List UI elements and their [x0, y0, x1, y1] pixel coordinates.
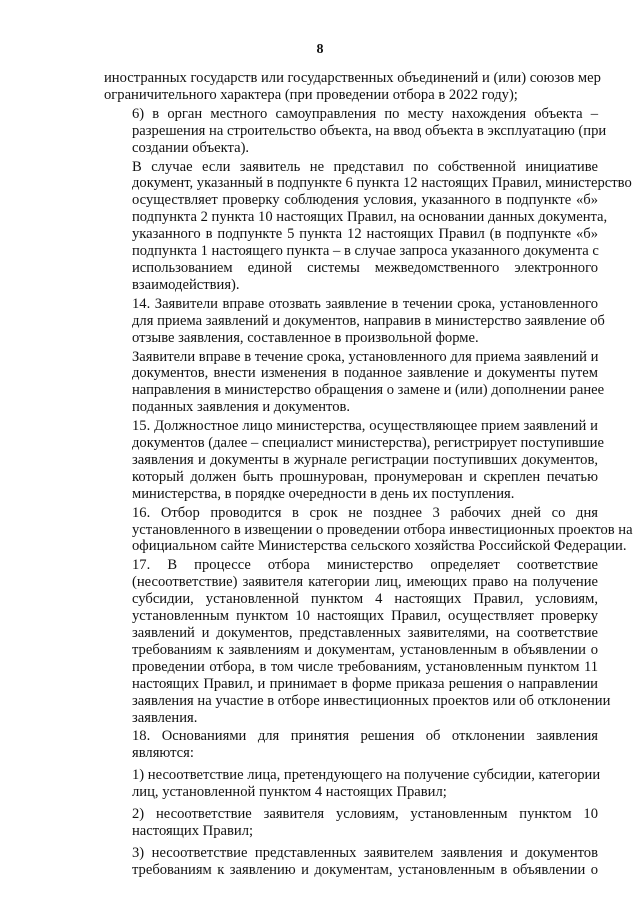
text-line: заявления.: [132, 709, 198, 726]
paragraph: [104, 557, 611, 726]
text-line: лиц, установленной пунктом 4 настоящих Правил;: [132, 784, 447, 801]
text-line: В случае если заявитель не представил по собственной инициативе: [132, 158, 598, 175]
text-line: являются:: [132, 745, 194, 762]
text-line: настоящих Правил;: [132, 822, 254, 839]
text-line: 1) несоответствие лица, претендующего на получение субсидии, категории: [132, 767, 601, 784]
text-line: официальном сайте Министерства сельского хозяйства Российской Федерации.: [132, 538, 627, 555]
text-line: настоящих Правил, и принимает в форме приказа решения о направлении: [132, 675, 598, 692]
paragraph: [104, 767, 601, 801]
text-line: 17. В процессе отбора министерство определяет соответствие: [132, 557, 598, 574]
text-line: заявления и документы в журнале регистрации поступивших документов,: [132, 451, 598, 468]
text-line: 15. Должностное лицо министерства, осуществляющее прием заявлений и: [132, 418, 598, 435]
text-line: документов, внести изменения в поданное заявление и документы путем: [132, 365, 598, 382]
text-line: для приема заявлений и документов, направив в министерство заявление об: [132, 312, 605, 329]
text-line: субсидии, установленной пунктом 4 настоящих Правил, условиям,: [132, 591, 598, 608]
text-line: направления в министерство обращения о замене и (или) дополнении ранее: [132, 382, 605, 399]
text-line: разрешения на строительство объекта, на ввод объекта в эксплуатацию (при: [132, 122, 607, 139]
text-line: Заявители вправе в течение срока, установленного для приема заявлений и: [132, 348, 599, 365]
text-line: ограничительного характера (при проведении отбора в 2022 году);: [104, 86, 518, 103]
paragraph: [104, 728, 598, 762]
text-line: указанного в подпункте 5 пункта 12 настоящих Правил (в подпункте «б»: [132, 226, 598, 243]
paragraph: [104, 295, 605, 347]
text-line: поданных заявления и документов.: [132, 399, 351, 416]
text-line: документ, указанный в подпункте 6 пункта 12 настоящих Правил, министерство: [132, 175, 632, 192]
text-line: отзыве заявления, составленное в произвольной форме.: [132, 329, 479, 346]
text-line: заявления на участие в отборе инвестиционных проектов или об отклонении: [132, 692, 611, 709]
text-line: иностранных государств или государственных объединений и (или) союзов мер: [104, 70, 601, 86]
text-line: 6) в орган местного самоуправления по месту нахождения объекта –: [132, 105, 598, 122]
text-line: (несоответствие) заявителя категории лиц, имеющих право на получение: [132, 574, 598, 591]
text-line: министерства, в порядке очередности в день их поступления.: [132, 485, 515, 502]
text-line: установленным пунктом 10 настоящих Правил, осуществляет проверку: [132, 608, 598, 625]
paragraph: [104, 845, 598, 879]
text-line: 18. Основаниями для принятия решения об отклонении заявления: [132, 728, 598, 745]
text-line: создании объекта).: [132, 139, 250, 156]
text-line: 3) несоответствие представленных заявителем заявления и документов: [132, 844, 598, 861]
text-line: 16. Отбор проводится в срок не позднее 3 рабочих дней со дня: [132, 504, 598, 521]
text-line: 14. Заявители вправе отозвать заявление в течении срока, установленного: [132, 295, 598, 312]
page-number: 8: [316, 42, 324, 57]
text-line: использованием единой системы межведомственного электронного: [132, 259, 598, 276]
text-line: заявлений и документов, представленных заявителями, на соответствие: [132, 625, 598, 641]
text-line: проведении отбора, в том числе требованиям, установленным пунктом 11: [132, 658, 598, 675]
paragraph: [104, 504, 633, 556]
paragraph: [104, 418, 604, 503]
text-line: 2) несоответствие заявителя условиям, установленным пунктом 10: [132, 806, 598, 823]
text-line: взаимодействия).: [132, 276, 240, 293]
document-body: [104, 70, 633, 879]
text-line: подпункта 1 настоящего пункта – в случае запроса указанного документа с: [132, 243, 599, 260]
paragraph: [104, 348, 605, 417]
paragraph: [104, 158, 632, 294]
paragraph: [104, 806, 598, 840]
text-line: осуществляет проверку соблюдения условия, указанного в подпункте «б»: [132, 192, 598, 209]
text-line: который должен быть прошнурован, пронумерован и скреплен печатью: [132, 468, 598, 485]
text-line: подпункта 2 пункта 10 настоящих Правил, на основании данных документа,: [132, 209, 608, 226]
paragraph: [104, 105, 607, 157]
text-line: установленного в извещении о проведении отбора инвестиционных проектов на: [132, 521, 633, 538]
text-line: документов (далее – специалист министерства), регистрирует поступившие: [132, 435, 604, 452]
paragraph: [104, 70, 601, 104]
text-line: требованиям к заявлениям и документам, установленным в объявлении о: [132, 641, 598, 658]
text-line: требованиям к заявлению и документам, установленным в объявлении о: [132, 861, 598, 878]
